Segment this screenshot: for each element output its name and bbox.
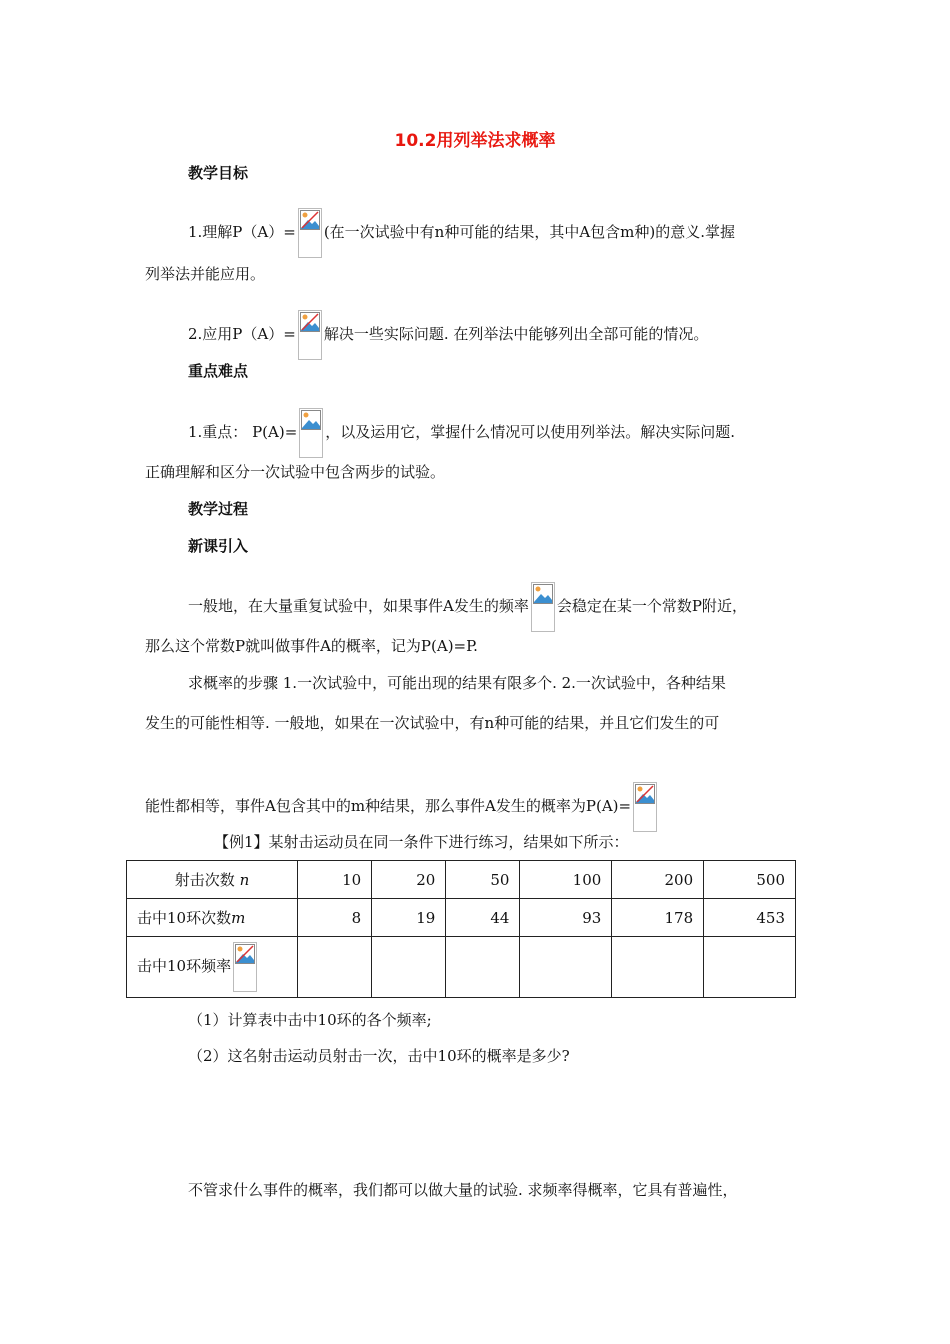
- goal-1-part-a: 1.理解P（A）=: [188, 223, 296, 241]
- table-cell: 200: [612, 861, 704, 899]
- goal-1-part-b: (在一次试验中有n种可能的结果，其中A包含m种)的意义.掌握: [323, 223, 736, 241]
- intro-line-2: 那么这个常数P就叫做事件A的概率，记为P(A)=P.: [145, 637, 478, 655]
- goal-1-line-1: [188, 208, 735, 258]
- formula-image-icon: [299, 408, 323, 458]
- heading-key-points: 重点难点: [188, 362, 249, 380]
- table-row: [127, 937, 796, 998]
- table-row: [127, 899, 796, 937]
- table-cell: 19: [372, 899, 446, 937]
- formula-image-icon: [633, 782, 657, 832]
- table-cell: [127, 899, 298, 937]
- intro-line-4: 发生的可能性相等. 一般地，如果在一次试验中，有n种可能的结果，并且它们发生的可: [145, 714, 720, 732]
- question-2: （2）这名射击运动员射击一次，击中10环的概率是多少?: [188, 1047, 570, 1065]
- heading-teaching-process: 教学过程: [188, 500, 249, 518]
- intro-line-3: 求概率的步骤 1.一次试验中，可能出现的结果有限多个. 2.一次试验中，各种结果: [188, 674, 726, 692]
- table-cell: 20: [372, 861, 446, 899]
- table-cell: [520, 937, 612, 998]
- table-row: [127, 861, 796, 899]
- table-cell: 500: [704, 861, 796, 899]
- key-1-part-b: ，以及运用它，掌握什么情况可以使用列举法。解决实际问题.: [325, 423, 736, 441]
- table-cell: 178: [612, 899, 704, 937]
- table-cell: 10: [298, 861, 372, 899]
- table-cell: [612, 937, 704, 998]
- row-label: 射击次数: [174, 871, 235, 889]
- table-cell: 50: [446, 861, 520, 899]
- table-cell: 453: [704, 899, 796, 937]
- table-cell: [298, 937, 372, 998]
- goal-2-part-b: 解决一些实际问题. 在列举法中能够列出全部可能的情况。: [323, 325, 709, 343]
- intro-line-5: [145, 782, 659, 832]
- goal-2-line: [188, 310, 708, 360]
- example-1-intro: 【例1】某射击运动员在同一条件下进行练习，结果如下所示：: [214, 833, 629, 851]
- key-1-part-a: 1.重点： P(A)=: [188, 423, 298, 441]
- heading-new-lesson-intro: 新课引入: [188, 537, 249, 555]
- table-cell: 8: [298, 899, 372, 937]
- goal-1-line-2: 列举法并能应用。: [145, 265, 266, 283]
- intro-part-b: 会稳定在某一个常数P附近，: [556, 597, 747, 615]
- table-cell: 93: [520, 899, 612, 937]
- row-label: 击中10环频率: [137, 957, 232, 975]
- table-cell: [127, 937, 298, 998]
- page-title: 10.2用列举法求概率: [394, 131, 556, 151]
- intro-part-a: 一般地，在大量重复试验中，如果事件A发生的频率: [188, 597, 529, 615]
- heading-teaching-goals: 教学目标: [188, 164, 249, 182]
- table-cell: [446, 937, 520, 998]
- closing-line: 不管求什么事件的概率，我们都可以做大量的试验. 求频率得概率，它具有普遍性，: [188, 1181, 738, 1199]
- table-cell: 44: [446, 899, 520, 937]
- key-1-line-1: [188, 408, 735, 458]
- intro-line-1: [188, 582, 747, 632]
- row-variable: n: [239, 871, 250, 889]
- formula-image-icon: [298, 310, 322, 360]
- question-1: （1）计算表中击中10环的各个频率;: [188, 1011, 432, 1029]
- table-cell: [127, 861, 298, 899]
- row-label: 击中10环次数: [137, 909, 232, 927]
- goal-2-part-a: 2.应用P（A）=: [188, 325, 296, 343]
- key-1-line-2: 正确理解和区分一次试验中包含两步的试验。: [145, 463, 446, 481]
- formula-image-icon: [298, 208, 322, 258]
- intro-part-f: 能性都相等，事件A包含其中的m种结果，那么事件A发生的概率为P(A)=: [145, 797, 632, 815]
- formula-image-icon: [531, 582, 555, 632]
- row-variable: m: [231, 909, 246, 927]
- shooting-results-table: [126, 860, 796, 998]
- formula-image-icon: [233, 942, 257, 992]
- table-cell: [372, 937, 446, 998]
- table-cell: [704, 937, 796, 998]
- table-cell: 100: [520, 861, 612, 899]
